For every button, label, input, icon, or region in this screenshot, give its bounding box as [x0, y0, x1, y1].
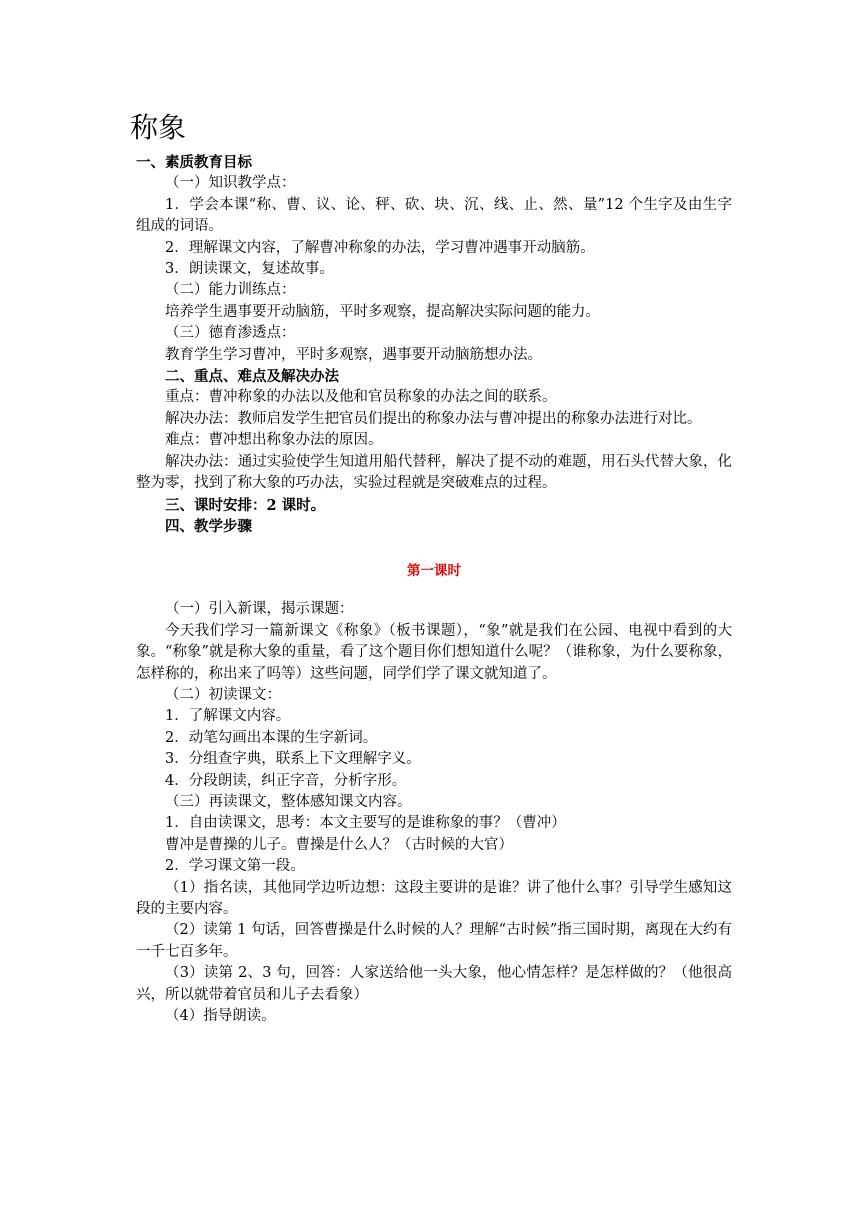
text-line: 一、素质教育目标: [136, 154, 252, 171]
text-line: （3）读第 2、3 句，回答：人家送给他一头大象，他心情怎样？是怎样做的？（他很高兴，所以就带着官员和儿子去看象）: [136, 965, 732, 1003]
text-line: 解决办法：通过实验使学生知道用船代替秤，解决了提不动的难题，用石头代替大象，化整为零，找到了称大象的巧办法，实验过程就是突破难点的过程。: [136, 453, 732, 492]
text-line: （二）初读课文：: [165, 686, 281, 703]
text-line: 曹冲是曹操的儿子。曹操是什么人？（古时候的大官）: [165, 836, 513, 853]
section-lesson-one: [136, 599, 732, 1027]
document-body: [136, 152, 732, 1027]
text-line: 3．朗读课文，复述故事。: [165, 261, 334, 278]
text-line: 4．分段朗读，纠正字音，分析字形。: [165, 772, 407, 789]
text-line: 重点：曹冲称象的办法以及他和官员称象的办法之间的联系。: [165, 389, 557, 406]
text-line: 今天我们学习一篇新课文《称象》（板书课题），“象”就是我们在公园、电视中看到的大象。“称象”就是称大象的重量，看了这个题目你们想知道什么呢？（谁称象，为什么要称象，怎样称的，称出来了吗等）这些问题，同学们学了课文就知道了。: [136, 622, 732, 682]
text-line: （一）知识教学点：: [165, 175, 296, 192]
text-line: 教育学生学习曹冲，平时多观察，遇事要开动脑筋想办法。: [165, 346, 542, 363]
text-line: 3．分组查字典，联系上下文理解字义。: [165, 751, 421, 768]
text-line: 2．学习课文第一段。: [165, 858, 305, 875]
text-line: 三、课时安排：2 课时。: [165, 496, 326, 514]
text-line: 四、教学步骤: [165, 517, 252, 535]
text-line: 1．了解课文内容。: [165, 708, 291, 725]
text-line: （一）引入新课，揭示课题：: [165, 601, 354, 618]
text-line: 1．学会本课“称、曹、议、论、秤、砍、块、沉、线、止、然、量”12 个生字及由生字组成的词语。: [136, 196, 732, 235]
text-line: （三）德育渗透点：: [165, 325, 296, 342]
text-line: 二、重点、难点及解决办法: [165, 368, 339, 386]
section-objectives: [136, 152, 732, 537]
text-line: （二）能力训练点：: [165, 282, 296, 299]
text-line: 难点：曹冲想出称象办法的原因。: [165, 432, 383, 449]
text-line: 2．理解课文内容，了解曹冲称象的办法，学习曹冲遇事开动脑筋。: [165, 239, 595, 256]
text-line: （1）指名读，其他同学边听边想：这段主要讲的是谁？讲了他什么事？引导学生感知这段的主要内容。: [136, 879, 732, 917]
text-line: （三）再读课文，整体感知课文内容。: [165, 793, 412, 810]
text-line: 培养学生遇事要开动脑筋，平时多观察，提高解决实际问题的能力。: [165, 303, 600, 320]
text-line: （4）指导朗读。: [165, 1008, 276, 1025]
text-line: 1．自由读课文，思考：本文主要写的是谁称象的事？（曹冲）: [165, 815, 566, 832]
lesson-title: 第一课时: [407, 563, 461, 580]
document-title: 称象: [130, 111, 187, 144]
text-line: 解决办法：教师启发学生把官员们提出的称象办法与曹冲提出的称象办法进行对比。: [165, 410, 702, 427]
text-line: 2．动笔勾画出本课的生字新词。: [165, 729, 378, 746]
text-line: （2）读第 1 句话，回答曹操是什么时候的人？理解“古时候”指三国时期，离现在大约有一千七百多年。: [136, 922, 732, 960]
